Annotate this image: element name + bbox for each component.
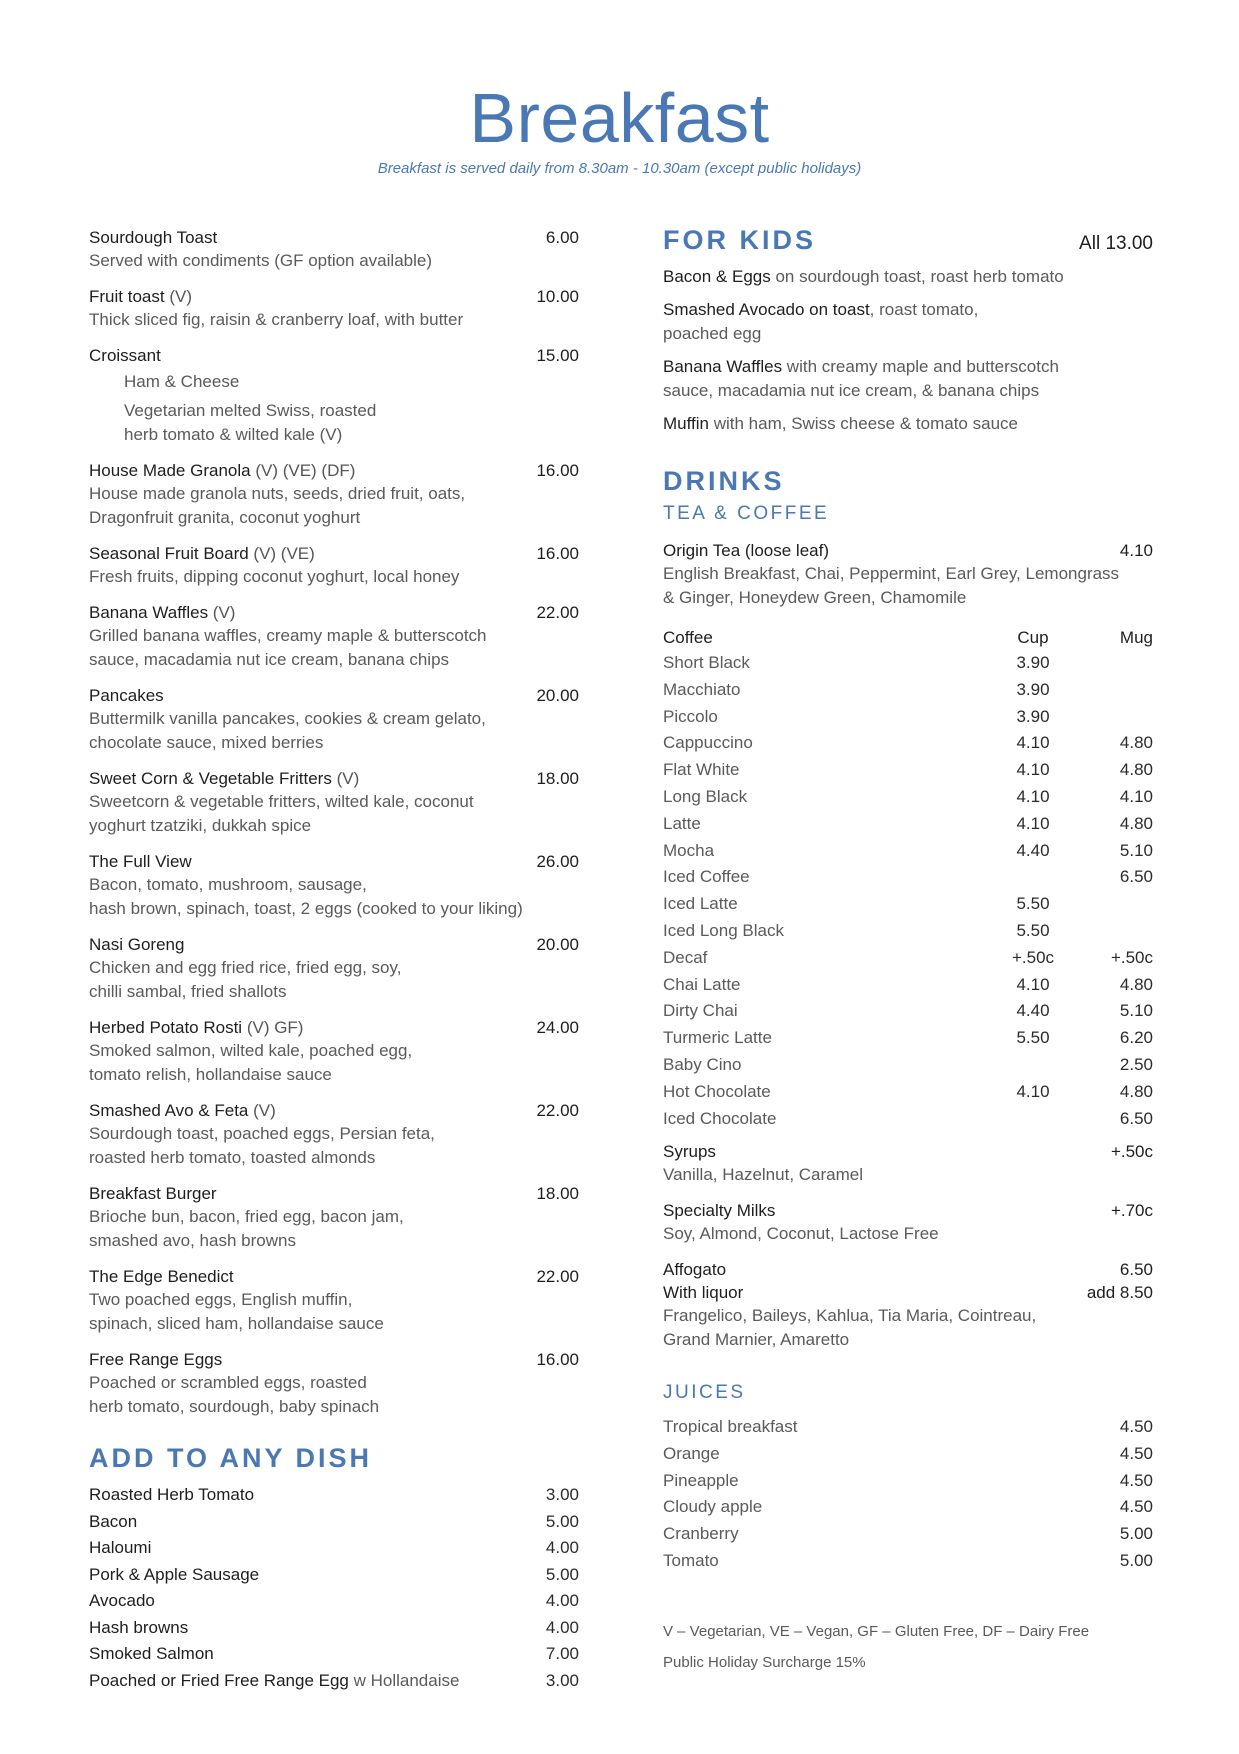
coffee-name: Flat White — [663, 760, 740, 780]
breakfast-item-desc: Chicken and egg fried rice, fried egg, soy, chilli sambal, fried shallots — [89, 958, 402, 1001]
breakfast-item-title: House Made Granola — [89, 461, 251, 480]
breakfast-item-name — [89, 684, 164, 707]
affogato-liquor-name: With liquor — [663, 1283, 744, 1303]
breakfast-item-option: Vegetarian melted Swiss, roasted herb tomato & wilted kale (V) — [124, 401, 377, 444]
coffee-name: Long Black — [663, 786, 748, 806]
breakfast-item-title: Free Range Eggs — [89, 1350, 223, 1369]
juice-list — [663, 1414, 1153, 1574]
breakfast-item — [89, 1099, 579, 1170]
specialty-milks-desc: Soy, Almond, Coconut, Lactose Free — [663, 1224, 939, 1244]
coffee-mug-price: 6.20 — [1119, 1028, 1153, 1048]
breakfast-item-desc: Bacon, tomato, mushroom, sausage, hash brown, spinach, toast, 2 eggs (cooked to your liking) — [89, 875, 523, 918]
juice-price: 5.00 — [1119, 1550, 1153, 1570]
coffee-name: Mocha — [663, 840, 715, 860]
breakfast-item-name — [89, 226, 217, 249]
specialty-milks-price: +.70c — [1110, 1201, 1153, 1221]
add-on-price: 7.00 — [545, 1644, 579, 1663]
add-on-row — [89, 1641, 579, 1668]
kids-item-desc: with creamy maple and butterscotch sauce, macadamia nut ice cream, & banana chips — [663, 357, 1059, 400]
add-on-price: 4.00 — [545, 1617, 579, 1637]
coffee-row — [663, 1025, 1153, 1052]
coffee-name: Iced Latte — [663, 894, 738, 914]
kids-item — [663, 265, 1153, 289]
breakfast-item-title: Herbed Potato Rosti — [89, 1018, 243, 1037]
breakfast-item — [89, 850, 579, 921]
breakfast-item-desc: Smoked salmon, wilted kale, poached egg, tomato relish, hollandaise sauce — [89, 1041, 413, 1084]
syrups-item — [663, 1140, 1153, 1187]
breakfast-item-name — [89, 767, 359, 790]
origin-tea-price: 4.10 — [1119, 541, 1153, 560]
breakfast-item — [89, 1348, 579, 1419]
kids-item-desc: with ham, Swiss cheese & tomato sauce — [709, 414, 1018, 433]
breakfast-item-dietary-tag: (V) — [331, 769, 360, 788]
coffee-cup-price: 4.10 — [1016, 786, 1050, 806]
add-on-name: Smoked Salmon — [89, 1644, 214, 1663]
coffee-cup-price: 4.10 — [1016, 974, 1050, 994]
coffee-row — [663, 677, 1153, 704]
affogato-desc: Frangelico, Baileys, Kahlua, Tia Maria, Cointreau, Grand Marnier, Amaretto — [663, 1306, 1037, 1350]
affogato-price: 6.50 — [1119, 1260, 1153, 1280]
coffee-table — [663, 626, 1153, 1132]
juice-name: Orange — [663, 1444, 720, 1464]
kids-item-name: Banana Waffles — [663, 357, 783, 376]
add-to-any-dish-heading: ADD TO ANY DISH — [89, 1443, 373, 1473]
origin-tea-desc: English Breakfast, Chai, Peppermint, Earl Grey, Lemongrass & Ginger, Honeydew Green, Chamomile — [663, 564, 1120, 607]
breakfast-item-price: 22.00 — [536, 1101, 579, 1120]
breakfast-item-name — [89, 933, 184, 956]
breakfast-item-title: Breakfast Burger — [89, 1184, 217, 1203]
breakfast-item — [89, 933, 579, 1004]
origin-tea-item — [663, 539, 1153, 610]
breakfast-item-name — [89, 1099, 276, 1122]
breakfast-item-name — [89, 601, 235, 624]
coffee-row — [663, 864, 1153, 891]
breakfast-item-title: Sourdough Toast — [89, 228, 218, 247]
coffee-table-header — [663, 626, 1153, 650]
coffee-name: Decaf — [663, 947, 708, 967]
coffee-mug-price: 4.80 — [1119, 733, 1153, 753]
breakfast-item-price: 15.00 — [536, 346, 579, 365]
add-on-name: Pork & Apple Sausage — [89, 1564, 260, 1584]
coffee-name: Piccolo — [663, 706, 718, 726]
coffee-name: Hot Chocolate — [663, 1081, 771, 1101]
breakfast-item — [89, 344, 579, 447]
coffee-name: Baby Cino — [663, 1054, 742, 1074]
breakfast-item-price: 16.00 — [536, 544, 579, 563]
add-on-price: 5.00 — [545, 1564, 579, 1584]
juice-name: Cloudy apple — [663, 1497, 763, 1517]
breakfast-item-desc: Fresh fruits, dipping coconut yoghurt, local honey — [89, 567, 460, 586]
kids-item-desc: , roast tomato, poached egg — [663, 300, 979, 343]
kids-item-name: Muffin — [663, 414, 709, 433]
juice-price: 4.50 — [1119, 1417, 1153, 1437]
coffee-row — [663, 650, 1153, 677]
coffee-row — [663, 998, 1153, 1025]
coffee-name: Macchiato — [663, 679, 741, 699]
breakfast-item-desc: Brioche bun, bacon, fried egg, bacon jam, smashed avo, hash browns — [89, 1207, 404, 1250]
breakfast-item-price: 20.00 — [536, 686, 579, 705]
breakfast-item-name — [89, 344, 161, 367]
breakfast-item-desc: Buttermilk vanilla pancakes, cookies & cream gelato, chocolate sauce, mixed berries — [89, 709, 486, 752]
coffee-mug-price: 4.80 — [1119, 974, 1153, 994]
breakfast-item-desc: Grilled banana waffles, creamy maple & butterscotch sauce, macadamia nut ice cream, banana chips — [89, 626, 487, 669]
for-kids-heading: FOR KIDS — [663, 225, 817, 255]
coffee-mug-price — [1073, 891, 1153, 918]
juice-price: 4.50 — [1119, 1444, 1153, 1464]
add-on-row — [89, 1535, 579, 1562]
juice-name: Tropical breakfast — [663, 1417, 798, 1437]
coffee-row — [663, 918, 1153, 945]
coffee-mug-price — [1073, 918, 1153, 945]
coffee-row — [663, 838, 1153, 865]
breakfast-item — [89, 1265, 579, 1336]
add-on-price: 3.00 — [545, 1670, 579, 1690]
coffee-cup-price: 4.10 — [1016, 760, 1050, 780]
add-on-name: Roasted Herb Tomato — [89, 1485, 255, 1504]
coffee-name: Iced Coffee — [663, 867, 750, 887]
breakfast-item-name — [89, 850, 192, 873]
breakfast-item — [89, 1182, 579, 1253]
breakfast-item-desc: Sweetcorn & vegetable fritters, wilted kale, coconut yoghurt tzatziki, dukkah spice — [89, 792, 474, 835]
syrups-desc: Vanilla, Hazelnut, Caramel — [663, 1165, 863, 1185]
coffee-name: Cappuccino — [663, 733, 753, 753]
coffee-row — [663, 811, 1153, 838]
breakfast-item-dietary-tag: (V) — [248, 1101, 276, 1120]
coffee-row — [663, 1079, 1153, 1106]
coffee-label: Coffee — [663, 628, 713, 647]
add-to-any-dish-section — [89, 1443, 579, 1694]
breakfast-item-dietary-tag: (V) — [164, 287, 192, 306]
coffee-name: Iced Long Black — [663, 920, 784, 940]
syrups-price: +.50c — [1110, 1142, 1153, 1162]
breakfast-item-desc: Served with condiments (GF option available) — [89, 251, 432, 270]
juices-heading: JUICES — [663, 1382, 746, 1404]
breakfast-item-price: 18.00 — [536, 1184, 579, 1203]
breakfast-item-title: Nasi Goreng — [89, 935, 185, 954]
juice-row — [663, 1468, 1153, 1495]
add-on-row — [89, 1668, 579, 1695]
syrups-name: Syrups — [663, 1142, 716, 1162]
breakfast-item-desc: Poached or scrambled eggs, roasted herb tomato, sourdough, baby spinach — [89, 1373, 380, 1416]
coffee-cup-price: 3.90 — [1016, 706, 1050, 726]
breakfast-column — [89, 226, 579, 1694]
breakfast-item-price: 16.00 — [536, 1350, 579, 1369]
add-on-name: Bacon — [89, 1511, 138, 1531]
kids-item-name: Smashed Avocado on toast — [663, 300, 870, 319]
breakfast-item-price: 22.00 — [536, 603, 579, 622]
juice-name: Pineapple — [663, 1470, 739, 1490]
add-on-extra: w Hollandaise — [348, 1670, 460, 1690]
add-on-price: 5.00 — [545, 1511, 579, 1531]
coffee-mug-price: 6.50 — [1119, 1108, 1153, 1128]
kids-all-price: All 13.00 — [1079, 233, 1153, 254]
add-on-name: Haloumi — [89, 1538, 152, 1557]
juice-price: 4.50 — [1119, 1497, 1153, 1517]
breakfast-item-dietary-tag: (V) (VE) (DF) — [250, 461, 356, 480]
coffee-cup-price: 4.40 — [1016, 840, 1050, 860]
coffee-name: Dirty Chai — [663, 1001, 738, 1021]
breakfast-item-title: The Full View — [89, 852, 192, 871]
breakfast-item-desc: House made granola nuts, seeds, dried fruit, oats, Dragonfruit granita, coconut yoghurt — [89, 484, 466, 527]
coffee-row — [663, 1052, 1153, 1079]
coffee-cup-price: 3.90 — [1016, 679, 1050, 699]
breakfast-item-dietary-tag: (V) GF) — [242, 1018, 304, 1037]
juice-name: Cranberry — [663, 1524, 739, 1544]
breakfast-item-price: 26.00 — [536, 852, 579, 871]
breakfast-item-price: 18.00 — [536, 769, 579, 788]
coffee-name: Iced Chocolate — [663, 1108, 777, 1128]
breakfast-item-price: 10.00 — [536, 287, 579, 306]
breakfast-item — [89, 285, 579, 332]
specialty-milks-name: Specialty Milks — [663, 1201, 776, 1221]
coffee-cup-price: 5.50 — [1016, 920, 1050, 940]
breakfast-item-price: 24.00 — [536, 1018, 579, 1037]
add-on-row — [89, 1562, 579, 1589]
breakfast-item-title: The Edge Benedict — [89, 1267, 234, 1286]
kids-drinks-column — [663, 225, 1153, 1671]
juice-row — [663, 1414, 1153, 1441]
page-title: Breakfast — [469, 79, 770, 157]
breakfast-item-desc: Thick sliced fig, raisin & cranberry loaf, with butter — [89, 310, 464, 329]
coffee-mug-price: 4.80 — [1119, 813, 1153, 833]
drinks-heading: DRINKS — [663, 466, 785, 496]
breakfast-item-price: 20.00 — [536, 935, 579, 954]
breakfast-item-price: 16.00 — [536, 461, 579, 480]
coffee-row — [663, 972, 1153, 999]
coffee-mug-price — [1073, 704, 1153, 731]
breakfast-item-name — [89, 459, 355, 482]
add-on-list — [89, 1482, 579, 1694]
kids-item-desc: on sourdough toast, roast herb tomato — [770, 267, 1064, 286]
juice-row — [663, 1441, 1153, 1468]
origin-tea-name: Origin Tea (loose leaf) — [663, 541, 829, 560]
coffee-cup-price — [993, 1106, 1073, 1133]
coffee-name: Chai Latte — [663, 974, 741, 994]
coffee-row — [663, 1106, 1153, 1133]
juice-row — [663, 1494, 1153, 1521]
breakfast-item — [89, 542, 579, 589]
cup-label: Cup — [1017, 628, 1049, 647]
coffee-cup-price: +.50c — [1011, 947, 1055, 967]
coffee-cup-price — [993, 1052, 1073, 1079]
coffee-cup-price: 3.90 — [1016, 653, 1050, 672]
add-on-row — [89, 1482, 579, 1509]
add-on-price: 4.00 — [545, 1591, 579, 1610]
coffee-mug-price: 5.10 — [1119, 840, 1153, 860]
breakfast-item-name — [89, 1016, 303, 1039]
coffee-row — [663, 757, 1153, 784]
breakfast-item — [89, 459, 579, 530]
breakfast-item — [89, 1016, 579, 1087]
for-kids-section — [663, 225, 1153, 436]
coffee-mug-price: +.50c — [1110, 947, 1153, 967]
kids-item — [663, 298, 1153, 346]
coffee-row — [663, 730, 1153, 757]
breakfast-item — [89, 226, 579, 273]
coffee-cup-price: 4.10 — [1016, 813, 1050, 833]
coffee-row — [663, 891, 1153, 918]
mug-label: Mug — [1119, 628, 1153, 647]
coffee-row — [663, 945, 1153, 972]
breakfast-item-title: Smashed Avo & Feta — [89, 1101, 249, 1120]
juice-row — [663, 1521, 1153, 1548]
coffee-row — [663, 704, 1153, 731]
breakfast-item-title: Sweet Corn & Vegetable Fritters — [89, 769, 332, 788]
breakfast-item-price: 6.00 — [545, 228, 579, 247]
add-on-row — [89, 1509, 579, 1536]
breakfast-item — [89, 767, 579, 838]
coffee-mug-price: 2.50 — [1119, 1054, 1153, 1074]
coffee-cup-price — [993, 864, 1073, 891]
coffee-cup-price: 5.50 — [1016, 894, 1050, 914]
juice-price: 4.50 — [1119, 1470, 1153, 1490]
add-on-price: 4.00 — [545, 1538, 579, 1557]
breakfast-item-name — [89, 1265, 234, 1288]
coffee-cup-price: 4.10 — [1016, 1081, 1050, 1101]
breakfast-item-dietary-tag: (V) — [208, 603, 236, 622]
coffee-name: Latte — [663, 813, 701, 833]
kids-menu-list — [663, 265, 1153, 436]
breakfast-item-dietary-tag: (V) (VE) — [248, 544, 315, 563]
coffee-mug-price: 4.80 — [1119, 760, 1153, 780]
coffee-mug-price — [1073, 677, 1153, 704]
coffee-mug-price: 5.10 — [1119, 1001, 1153, 1021]
breakfast-item — [89, 601, 579, 672]
add-on-price: 3.00 — [545, 1485, 579, 1504]
affogato-item — [663, 1258, 1153, 1352]
coffee-name: Turmeric Latte — [663, 1028, 772, 1048]
breakfast-item-name — [89, 1348, 222, 1371]
specialty-milks-item — [663, 1199, 1153, 1246]
add-on-name: Avocado — [89, 1591, 155, 1610]
page-subtitle: Breakfast is served daily from 8.30am - 10.30am (except public holidays) — [377, 160, 862, 177]
breakfast-menu-list — [89, 226, 579, 1419]
coffee-mug-price: 6.50 — [1119, 867, 1153, 887]
coffee-mug-price: 4.80 — [1119, 1081, 1153, 1101]
breakfast-item-title: Croissant — [89, 346, 161, 365]
drinks-section — [663, 466, 1153, 1671]
breakfast-item-title: Pancakes — [89, 686, 164, 705]
add-on-row — [89, 1615, 579, 1642]
breakfast-item-title: Seasonal Fruit Board — [89, 544, 249, 563]
affogato-name: Affogato — [663, 1260, 727, 1280]
kids-item-name: Bacon & Eggs — [663, 267, 771, 286]
juice-price: 5.00 — [1119, 1524, 1153, 1544]
juice-row — [663, 1548, 1153, 1575]
add-on-name: Hash browns — [89, 1617, 189, 1637]
affogato-liquor-price: add 8.50 — [1086, 1283, 1153, 1303]
breakfast-item-title: Fruit toast — [89, 287, 165, 306]
coffee-mug-price — [1073, 650, 1153, 677]
breakfast-item-desc: Sourdough toast, poached eggs, Persian feta, roasted herb tomato, toasted almonds — [89, 1124, 435, 1167]
dietary-legend: V – Vegetarian, VE – Vegan, GF – Gluten Free, DF – Dairy Free — [663, 1622, 1090, 1640]
breakfast-item-title: Banana Waffles — [89, 603, 209, 622]
breakfast-item — [89, 684, 579, 755]
breakfast-item-desc: Two poached eggs, English muffin, spinach, sliced ham, hollandaise sauce — [89, 1290, 384, 1333]
coffee-mug-price: 4.10 — [1119, 786, 1153, 806]
kids-item — [663, 412, 1153, 436]
breakfast-item-price: 22.00 — [536, 1267, 579, 1286]
add-on-name: Poached or Fried Free Range Egg — [89, 1670, 349, 1690]
surcharge-note: Public Holiday Surcharge 15% — [663, 1653, 866, 1671]
breakfast-item-name — [89, 542, 315, 565]
coffee-cup-price: 4.10 — [1016, 733, 1050, 753]
tea-coffee-heading: TEA & COFFEE — [663, 503, 830, 524]
coffee-cup-price: 5.50 — [1016, 1028, 1050, 1048]
breakfast-item-option: Ham & Cheese — [124, 372, 240, 391]
kids-item — [663, 355, 1153, 403]
juice-name: Tomato — [663, 1550, 719, 1570]
breakfast-item-name — [89, 1182, 217, 1205]
coffee-name: Short Black — [663, 653, 750, 672]
add-on-row — [89, 1588, 579, 1615]
coffee-cup-price: 4.40 — [1016, 1001, 1050, 1021]
breakfast-item-name — [89, 285, 192, 308]
coffee-row — [663, 784, 1153, 811]
